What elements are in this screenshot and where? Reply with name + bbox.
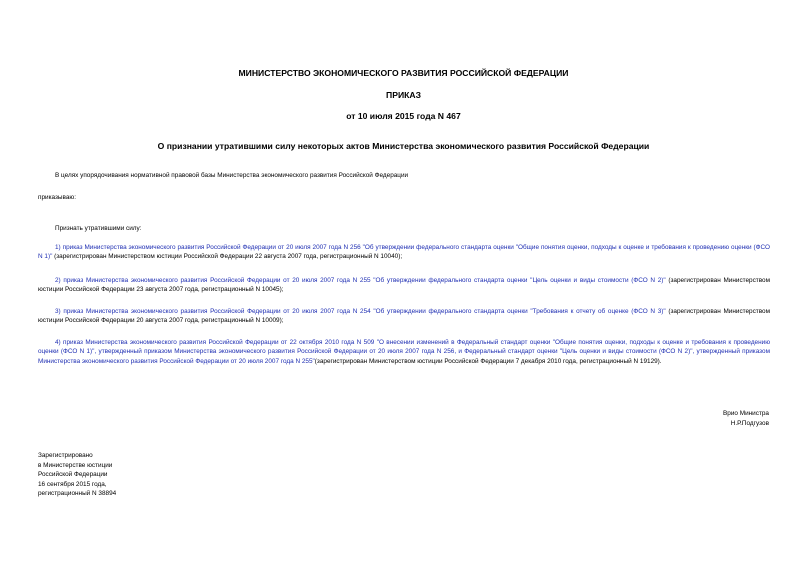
signature-position: Врио Министра xyxy=(723,410,769,417)
act-link-1[interactable]: 1) приказ Министерства экономического развития Российской Федерации от 20 июля 2007 года N 256 "Об утверждении федерального стандарта оценки "Общие понятия оценки, подходы к оценке и требования к проведению оценки (ФСО N 1)" xyxy=(38,244,770,261)
act-registration-2: (зарегистрирован Министерством юстиции Российской Федерации 23 августа 2007 года, регистрационный N 10045); xyxy=(38,277,770,294)
signature-block xyxy=(723,409,769,428)
act-registration-3: (зарегистрирован Министерством юстиции Российской Федерации 20 августа 2007 года, регистрационный N 10009); xyxy=(38,308,771,325)
document-title: О признании утратившими силу некоторых актов Министерства экономического развития Российской Федерации xyxy=(157,141,650,151)
list-item-1 xyxy=(38,243,770,262)
order-word: приказываю: xyxy=(38,194,76,201)
registration-block xyxy=(38,451,116,499)
registration-line-2: в Министерстве юстиции xyxy=(38,461,113,469)
registration-line-5: регистрационный N 38894 xyxy=(38,490,117,498)
registration-line-1: Зарегистрировано xyxy=(38,452,93,459)
list-item-3 xyxy=(38,307,770,326)
ministry-heading: МИНИСТЕРСТВО ЭКОНОМИЧЕСКОГО РАЗВИТИЯ РОССИЙСКОЙ ФЕДЕРАЦИИ xyxy=(238,68,569,78)
act-link-2[interactable]: 2) приказ Министерства экономического развития Российской Федерации от 20 июля 2007 года N 255 "Об утверждении федерального стандарта оценки "Цель оценки и виды стоимости (ФСО N 2)" xyxy=(55,277,666,284)
recognize-text: Признать утратившими силу: xyxy=(55,225,142,232)
preamble-text: В целях упорядочивания нормативной правовой базы Министерства экономического развития Российской Федерации xyxy=(55,172,409,179)
act-registration-4: (зарегистрирован Министерством юстиции Российской Федерации 7 декабря 2010 года, регистрационный N 19129). xyxy=(314,357,662,365)
registration-line-3: Российской Федерации xyxy=(38,471,108,479)
signature-name: Н.Р.Подгузов xyxy=(730,419,769,427)
list-item-4 xyxy=(38,338,770,366)
act-link-3[interactable]: 3) приказ Министерства экономического развития Российской Федерации от 20 июля 2007 года N 254 "Об утверждении федерального стандарта оценки "Требования к отчету об оценке (ФСО N 3)" xyxy=(55,308,666,315)
date-number-heading: от 10 июля 2015 года N 467 xyxy=(346,111,461,121)
registration-line-4: 16 сентября 2015 года, xyxy=(38,480,107,488)
act-link-4[interactable]: 4) приказ Министерства экономического развития Российской Федерации от 22 октября 2010 года N 509 "О внесении изменений в Федеральный стандарт оценки "Общие понятия оценки, подходы к оценке и требования к проведению оценки (ФСО N 1)", утвержденный приказом Министерства экономического развития Российской Федерации от 20 июля 2007 года N 256, и Федеральный стандарт оценки "Цель оценки и виды стоимости (ФСО N 2)", утвержденный приказом Министерства экономического развития Российской Федерации от 20 июля 2007 года N 255" xyxy=(38,339,770,365)
doc-type-heading: ПРИКАЗ xyxy=(386,90,421,100)
list-item-2 xyxy=(38,276,770,295)
act-registration-1: (зарегистрирован Министерством юстиции Российской Федерации 22 августа 2007 года, регистрационный N 10040); xyxy=(52,253,403,261)
